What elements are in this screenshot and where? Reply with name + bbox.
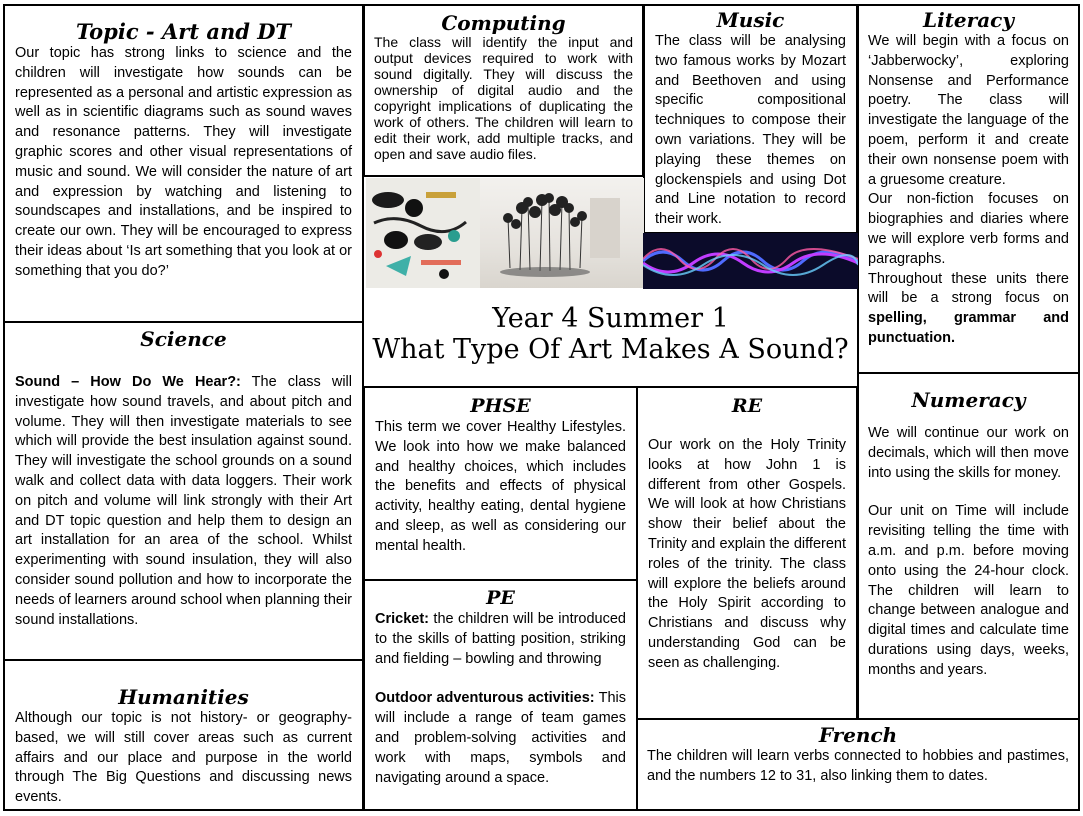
music-heading: Music — [716, 8, 785, 32]
pe-heading: PE — [486, 587, 515, 609]
installation-art — [480, 178, 644, 288]
phse-panel — [363, 386, 638, 581]
french-heading: French — [818, 723, 898, 747]
numeracy-panel — [857, 372, 1080, 720]
computing-text: The class will identify the input and output devices required to work with sound digitally. They will discuss the ownership of digital audio and the copyright implications of duplicating the work of others. The children will learn to edit their work, add multiple tracks, and open and save audio files. — [374, 34, 633, 162]
topic-heading: Topic - Art and DT — [75, 19, 292, 44]
literacy-panel — [857, 4, 1080, 374]
pe-lead-2: Outdoor adventurous activities: — [375, 690, 595, 707]
title-line-1: Year 4 Summer 1 — [492, 303, 729, 334]
science-text — [15, 373, 352, 630]
music-panel — [643, 4, 858, 234]
pe-body-1: the children will be introduced to the skills of batting position, striking and fielding – bowling and throwing — [375, 611, 626, 667]
computing-heading: Computing — [441, 11, 566, 35]
title-panel — [363, 288, 858, 388]
science-body: The class will investigate how sound travels, and about pitch and volume. They will then investigate materials to see which will provide the best insulation against sound. They will investigate the school grounds on a sound walk and collect data with data loggers. Their work on pitch and volume will link strongly with their Art and DT topic question and help them to design an art installation for an area of the school. Whilst experimenting with sound insulation, they will also consider sound pollution and how to incorporate the needs of learners around school when planning their sound installations. — [15, 374, 352, 628]
french-panel — [636, 718, 1080, 811]
sound-wave-art — [643, 233, 858, 289]
literacy-text-3-bold: spelling, grammar and punctuation. — [868, 310, 1069, 346]
re-panel — [636, 386, 858, 720]
computing-panel — [363, 4, 644, 177]
phse-heading: PHSE — [470, 395, 531, 417]
literacy-text-1: We will begin with a focus on ‘Jabberwocky’, exploring Nonsense and Performance poetry. The class will investigate the language of the poem, perform it and create their own nonsense poem with a gruesome creature. — [868, 33, 1069, 188]
pe-text-1 — [375, 610, 626, 669]
phse-text: This term we cover Healthy Lifestyles. We look into how we make balanced and healthy choices, which includes the benefits and effects of physical activity, healthy eating, dental hygiene and sleep, as well as considering our mental health. — [375, 419, 626, 554]
re-heading: RE — [731, 395, 763, 417]
sound-installation-image — [480, 178, 644, 288]
pe-body-2: This will include a range of team games and problem-solving activities and work with maps, symbols and navigating around a space. — [375, 690, 626, 786]
re-text: Our work on the Holy Trinity looks at how John 1 is different from other Gospels. We will look at how Christians show their belief about the Trinity and explain the different roles of the trinity. The class will explore the beliefs around the Holy Spirit according to Christians and discuss why understanding God can be seen as challenging. — [648, 437, 846, 671]
graphic-score-art — [366, 178, 480, 288]
music-text: The class will be analysing two famous works by Mozart and Beethoven and using specific compositional techniques to compose their own variations. They will be playing these themes on glockenspiels and using Dot and Line notation to record their work. — [655, 33, 846, 228]
humanities-heading: Humanities — [118, 685, 249, 709]
french-text: The children will learn verbs connected to hobbies and pastimes, and the numbers 12 to 31, also linking them to dates. — [647, 748, 1069, 784]
pe-panel — [363, 579, 638, 811]
sound-wave-image — [643, 233, 858, 289]
pe-lead-1: Cricket: — [375, 611, 429, 627]
humanities-text: Although our topic is not history- or geography-based, we will still cover areas such as current affairs and our place and purpose in the world through The Big Questions and discussing news events. — [15, 710, 352, 806]
literacy-text-2: Our non-fiction focuses on biographies and diaries where we will explore verb forms and paragraphs. — [868, 191, 1069, 267]
literacy-text-3-plain: Throughout these units there will be a strong focus on — [868, 270, 1069, 307]
graphic-score-image — [366, 178, 480, 288]
title-line-2: What Type Of Art Makes A Sound? — [372, 334, 849, 365]
literacy-text-3 — [868, 270, 1069, 349]
literacy-heading: Literacy — [923, 8, 1014, 32]
numeracy-text-2: Our unit on Time will include revisiting telling the time with a.m. and p.m. before moving onto using the 24-hour clock. The children will learn to change between analogue and digital times and calculate time durations using days, weeks, months and years. — [868, 503, 1069, 678]
numeracy-heading: Numeracy — [911, 388, 1026, 412]
science-lead: Sound – How Do We Hear?: — [15, 374, 241, 390]
pe-text-2 — [375, 689, 626, 788]
numeracy-text-1: We will continue our work on decimals, which will then move into using the skills for money. — [868, 425, 1069, 481]
topic-text: Our topic has strong links to science and the children will investigate how sounds can be represented as a personal and artistic expression as well as in scientific diagrams such as sound waves and resonance patterns. They will investigate graphic scores and other visual representations of music and sound. We will consider the nature of art and expression by watching and listening to soundscapes and installations, and be inspired to create our own. They will be encouraged to express their ideas about ‘Is art something that you look at or something that you do?’ — [15, 45, 352, 279]
science-heading: Science — [140, 327, 227, 351]
humanities-panel — [3, 659, 364, 811]
topic-panel — [3, 4, 364, 323]
science-panel — [3, 321, 364, 661]
